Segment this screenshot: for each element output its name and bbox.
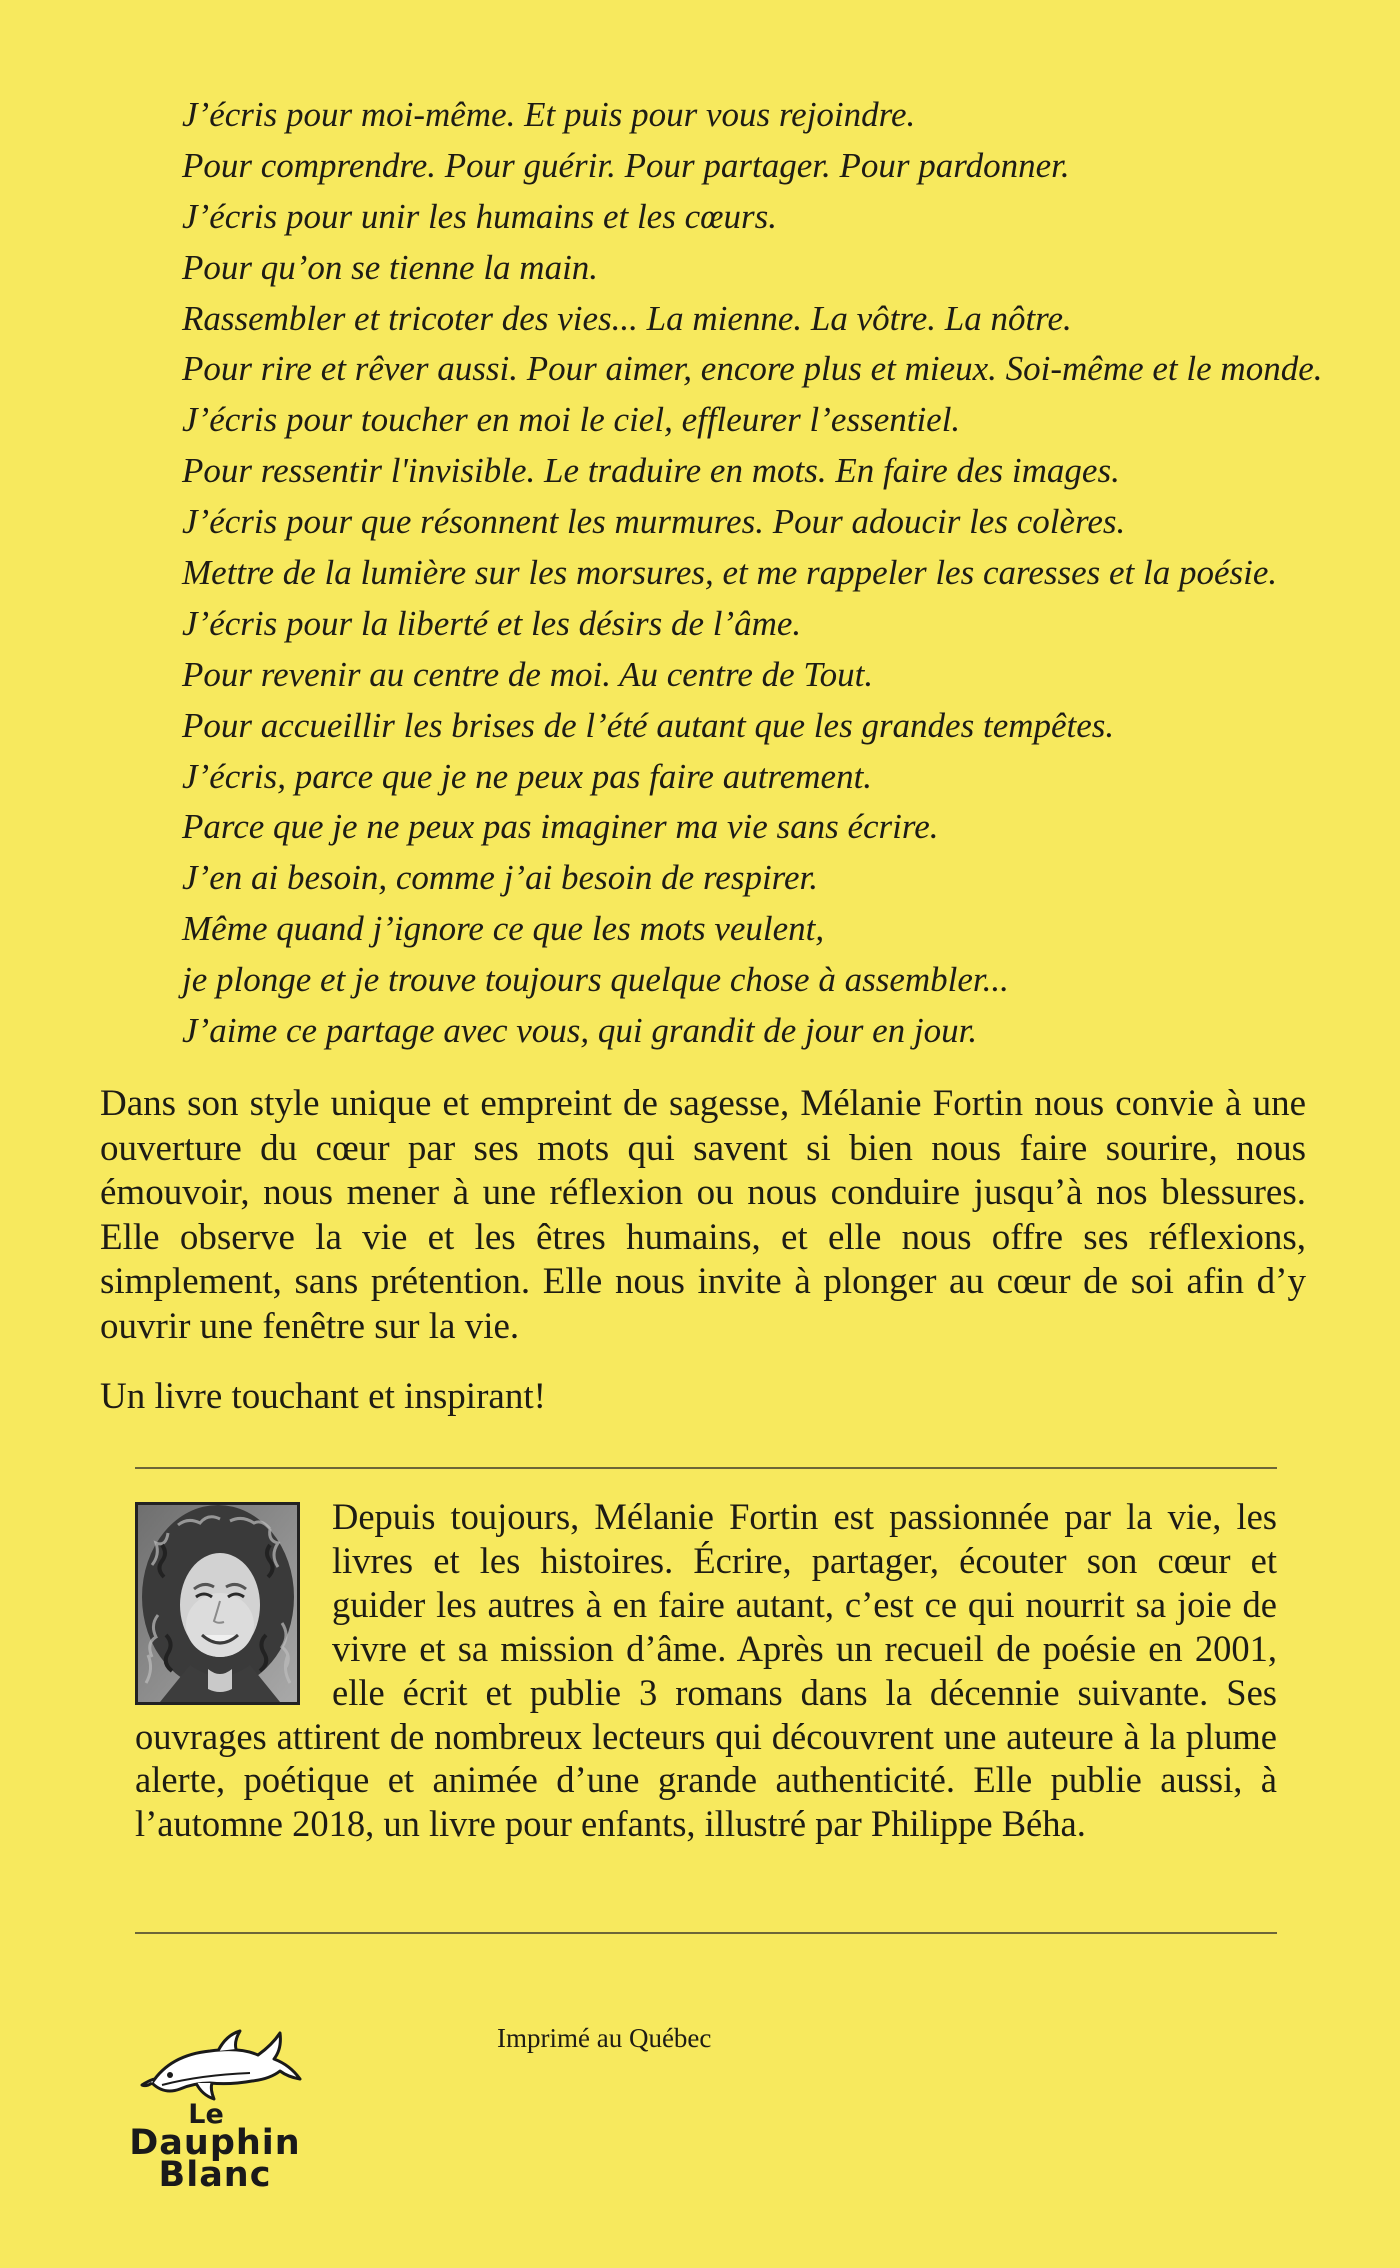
tagline: Un livre touchant et inspirant! — [100, 1376, 546, 1417]
book-summary — [100, 1082, 1306, 1420]
publisher-name — [95, 2099, 335, 2195]
poem-line: Pour comprendre. Pour guérir. Pour partager. Pour pardonner. — [182, 145, 1070, 185]
poem-line: Pour qu’on se tienne la main. — [182, 247, 599, 287]
dolphin-icon — [140, 2025, 310, 2105]
publisher-name-line1: Dauphin — [129, 2123, 301, 2163]
poem-line: J’en ai besoin, comme j’ai besoin de respirer. — [182, 858, 819, 898]
poem-line: J’écris pour que résonnent les murmures. Pour adoucir les colères. — [182, 502, 1126, 542]
divider-top — [135, 1467, 1277, 1469]
poem-line: J’écris pour la liberté et les désirs de l’âme. — [182, 603, 802, 643]
poem — [182, 90, 1332, 1057]
summary-paragraph: Dans son style unique et empreint de sagesse, Mélanie Fortin nous convie à une ouverture du cœur par ses mots qui savent si bien nous faire sourire, nous émouvoir, nous mener à une réflexion ou nous conduire jusqu’à nos blessures. Elle observe la vie et les êtres humains, et elle nous offre ses réflexions, simplement, sans prétention. Elle nous invite à plonger au cœur de soi afin d’y ouvrir une fenêtre sur la vie. — [100, 1083, 1306, 1347]
publisher-logo — [95, 2025, 335, 2195]
poem-line: je plonge et je trouve toujours quelque chose à assembler... — [182, 960, 1009, 1000]
printed-in-quebec: Imprimé au Québec — [497, 2023, 712, 2053]
poem-line: J’écris pour unir les humains et les cœurs. — [182, 196, 777, 236]
bio-paragraph: Depuis toujours, Mélanie Fortin est passionnée par la vie, les livres et les histoires. Écrire, partager, écouter son cœur et guider les autres à en faire autant, c’est ce qui nourrit sa joie de vivre et sa mission d’âme. Après un recueil de poésie en 2001, elle écrit et publie 3 romans dans la décennie suivante. Ses ouvrages attirent de nombreux lecteurs qui découvrent une auteure à la plume alerte, poétique et animée d’une grande authenticité. Elle publie aussi, à l’automne 2018, un livre pour enfants, illustré par Philippe Béha. — [135, 1496, 1277, 1845]
poem-line: Pour accueillir les brises de l’été autant que les grandes tempêtes. — [182, 705, 1115, 745]
poem-line: J’écris pour toucher en moi le ciel, effleurer l’essentiel. — [182, 400, 961, 440]
poem-line: J’écris, parce que je ne peux pas faire autrement. — [182, 756, 873, 796]
poem-line: J’écris pour moi-même. Et puis pour vous rejoindre. — [182, 95, 916, 134]
publisher-name-line2: Blanc — [158, 2155, 272, 2195]
poem-line: Mettre de la lumière sur les morsures, et me rappeler les caresses et la poésie. — [182, 553, 1278, 593]
author-bio — [135, 1495, 1277, 1846]
poem-line: Rassembler et tricoter des vies... La mienne. La vôtre. La nôtre. — [182, 298, 1072, 338]
poem-line: J’aime ce partage avec vous, qui grandit de jour en jour. — [182, 1011, 978, 1051]
poem-line: Pour ressentir l'invisible. Le traduire en mots. En faire des images. — [182, 451, 1120, 491]
author-photo — [135, 1502, 300, 1705]
poem-line: Même quand j’ignore ce que les mots veulent, — [182, 909, 825, 949]
divider-bottom — [135, 1932, 1277, 1934]
poem-line: Pour rire et rêver aussi. Pour aimer, encore plus et mieux. Soi-même et le monde. — [182, 349, 1323, 389]
poem-line: Parce que je ne peux pas imaginer ma vie sans écrire. — [182, 807, 939, 847]
publisher-le: Le — [188, 2099, 224, 2130]
poem-line: Pour revenir au centre de moi. Au centre de Tout. — [182, 654, 874, 694]
